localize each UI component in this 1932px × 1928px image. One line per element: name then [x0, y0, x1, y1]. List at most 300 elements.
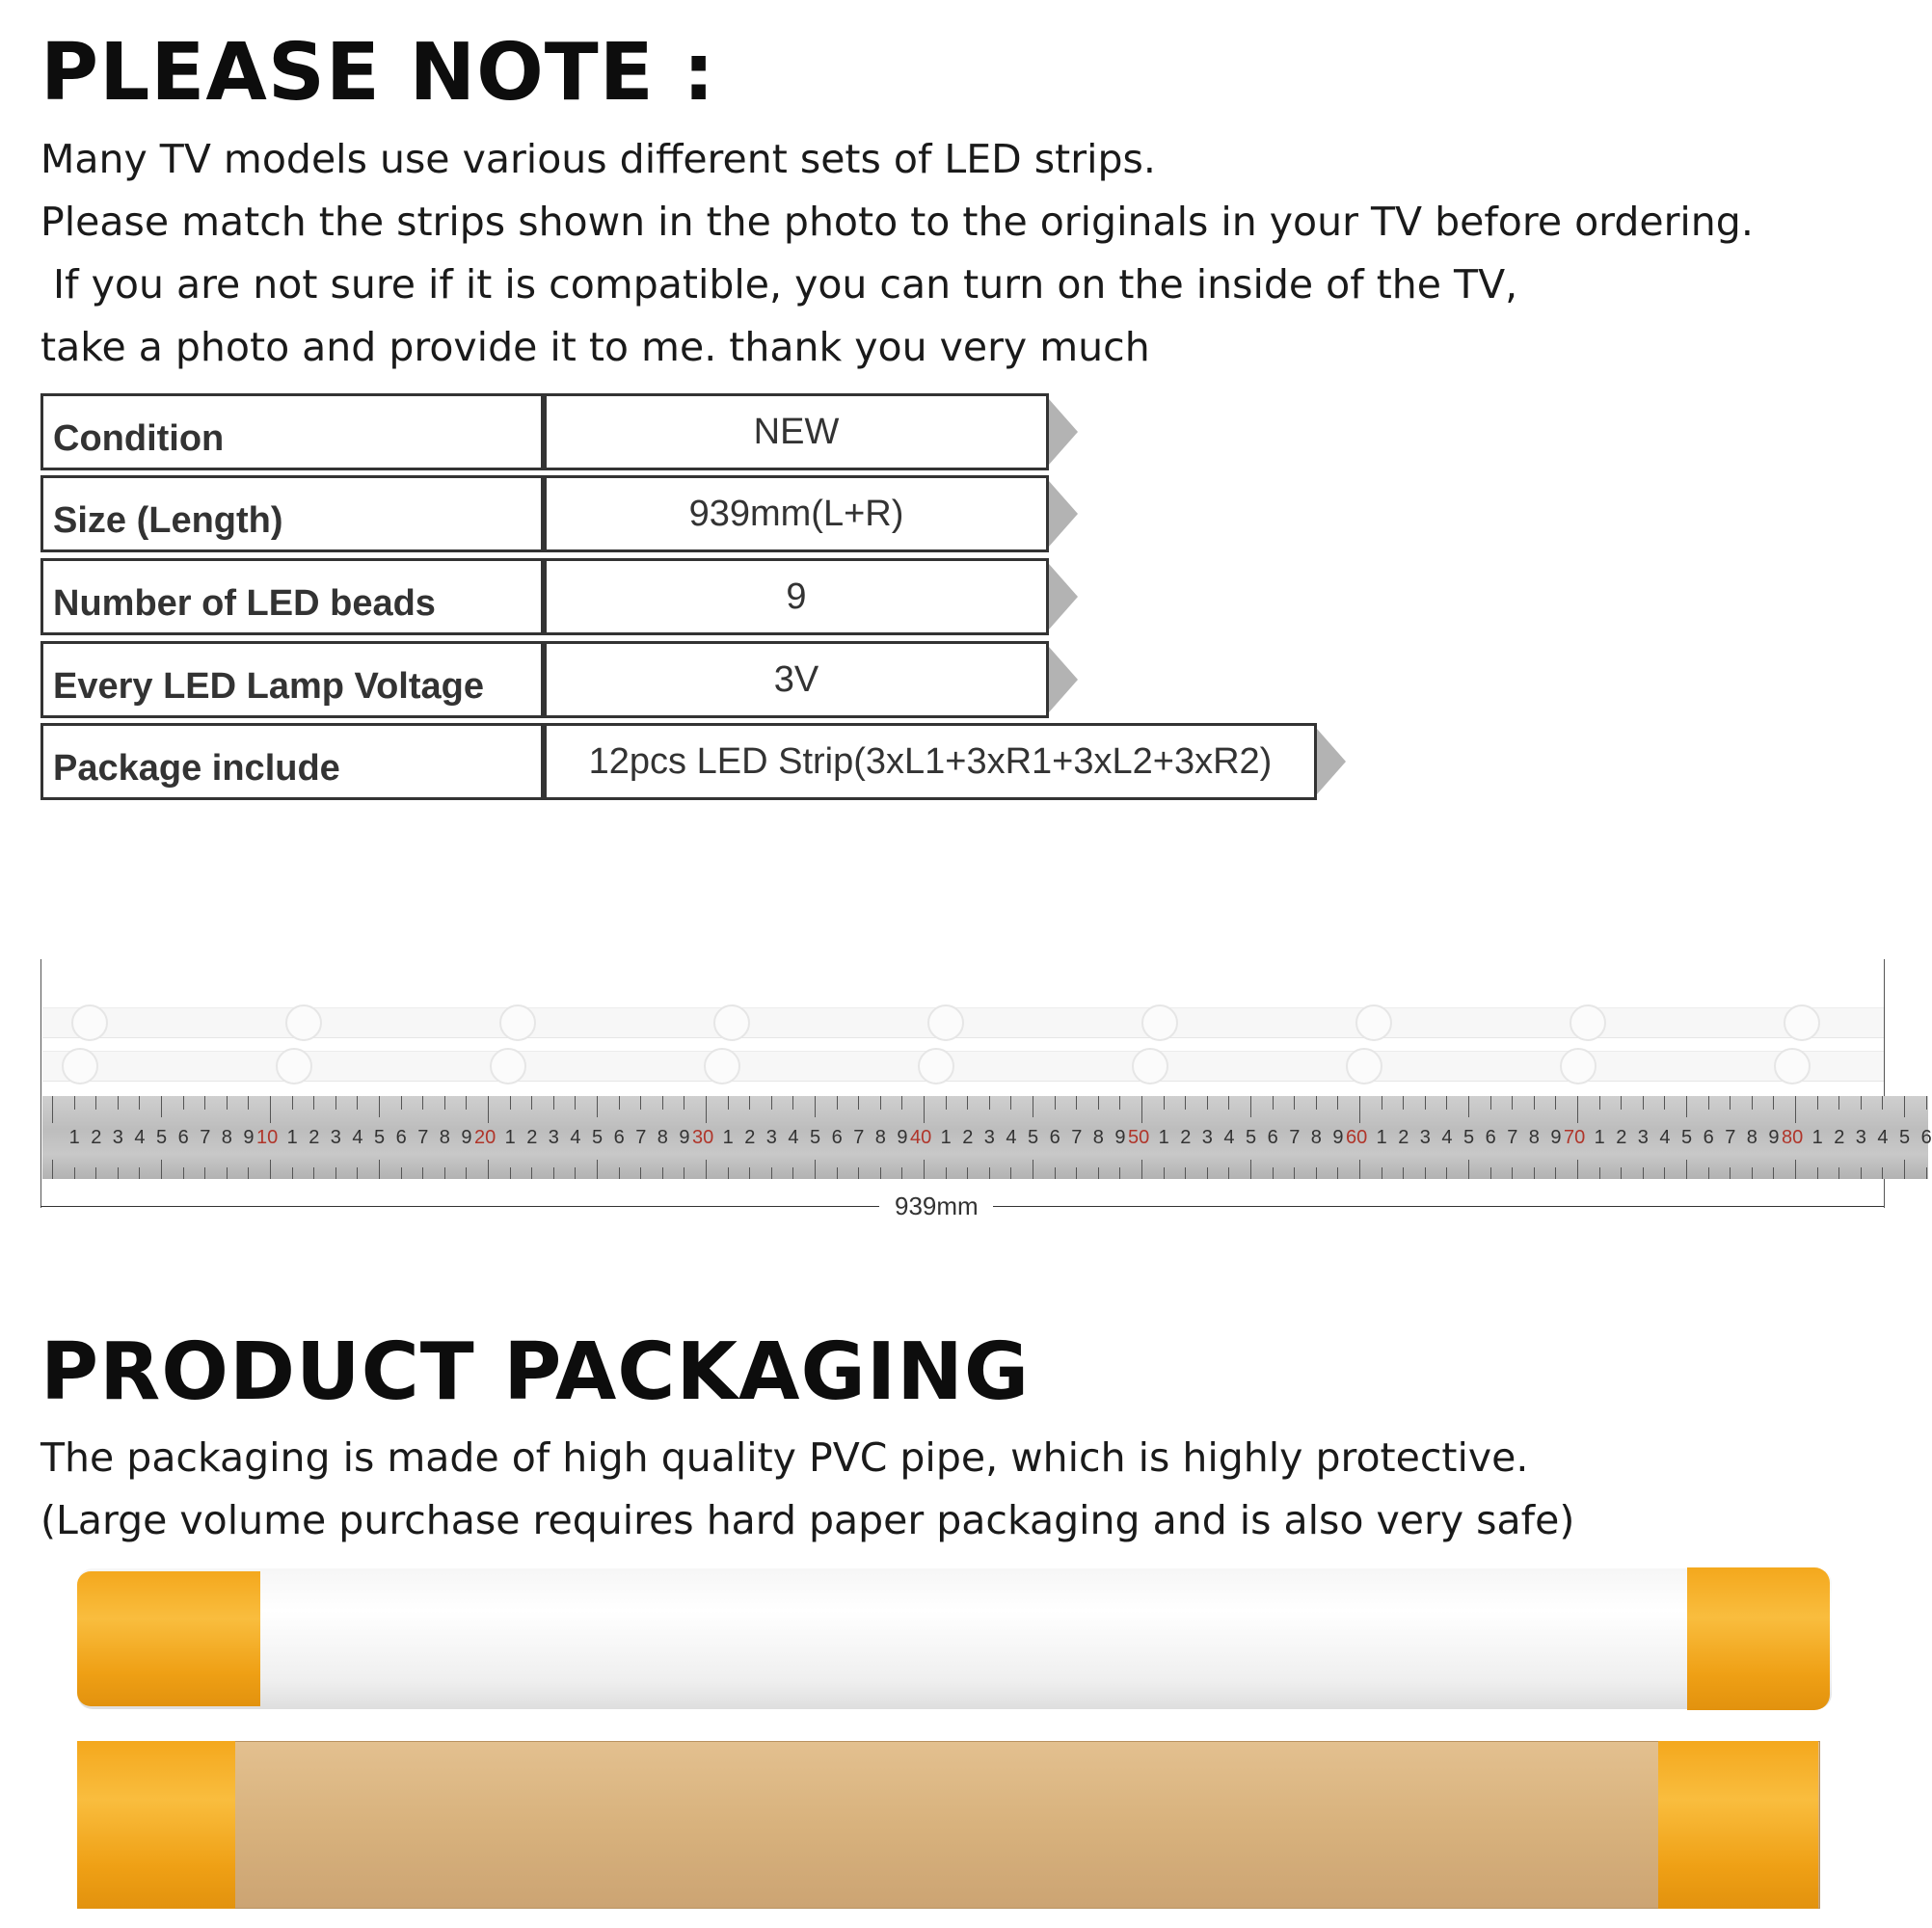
- ruler-number: 8: [657, 1127, 668, 1148]
- ruler-tick: [1926, 1167, 1927, 1179]
- ruler-number: 1: [1158, 1127, 1169, 1148]
- ruler-number: 1: [504, 1127, 516, 1148]
- ruler-tick: [248, 1167, 249, 1179]
- ruler-number: 4: [1006, 1127, 1017, 1148]
- ruler-tick: [749, 1096, 750, 1110]
- ruler-tick: [1861, 1167, 1862, 1179]
- ruler-tick: [1403, 1096, 1404, 1110]
- ruler-number: 6: [1703, 1127, 1714, 1148]
- ruler-tick: [1207, 1096, 1208, 1110]
- ruler-tick: [488, 1096, 489, 1123]
- note-title: PLEASE NOTE :: [40, 27, 716, 119]
- ruler-tick: [531, 1167, 532, 1179]
- ruler-tick: [1228, 1167, 1229, 1179]
- ruler-tick: [924, 1160, 925, 1179]
- ruler-tick: [1838, 1167, 1839, 1179]
- ruler-number: 8: [874, 1127, 886, 1148]
- ruler-tick: [444, 1096, 445, 1110]
- spec-value-cell: [544, 641, 1049, 718]
- measuring-ruler: [42, 1096, 1932, 1179]
- ruler-tick: [1795, 1096, 1796, 1123]
- ruler-tick: [1141, 1160, 1142, 1179]
- ruler-number: 6: [1920, 1127, 1932, 1148]
- ruler-tick: [1882, 1096, 1883, 1110]
- ruler-tick: [771, 1096, 772, 1110]
- ruler-number: 10: [256, 1127, 279, 1148]
- ruler-number: 5: [810, 1127, 821, 1148]
- ruler-number: 9: [1550, 1127, 1562, 1148]
- ruler-number: 1: [940, 1127, 952, 1148]
- ruler-number: 4: [570, 1127, 581, 1148]
- ruler-tick: [946, 1167, 947, 1179]
- ruler-tick: [640, 1167, 641, 1179]
- led-strip: [42, 1007, 1884, 1038]
- ruler-tick: [1098, 1096, 1099, 1110]
- note-line: Please match the strips shown in the photo to the originals in your TV before ordering.: [40, 199, 1754, 245]
- ruler-tick: [270, 1096, 271, 1123]
- ruler-number: 4: [1877, 1127, 1889, 1148]
- ruler-number: 7: [1507, 1127, 1518, 1148]
- ruler-tick: [510, 1096, 511, 1110]
- ruler-number: 5: [1681, 1127, 1693, 1148]
- ruler-number: 3: [548, 1127, 559, 1148]
- ruler-tick: [728, 1167, 729, 1179]
- ruler-tick: [1098, 1167, 1099, 1179]
- spec-value: 3V: [773, 659, 819, 700]
- note-line: If you are not sure if it is compatible, you can turn on the inside of the TV,: [40, 261, 1518, 308]
- tape-left: [77, 1741, 235, 1909]
- led-bead: [1774, 1048, 1811, 1084]
- led-bead: [1355, 1004, 1392, 1041]
- ruler-number: 6: [177, 1127, 189, 1148]
- ruler-tick: [1055, 1167, 1056, 1179]
- ruler-tick: [837, 1096, 838, 1110]
- ruler-tick: [510, 1167, 511, 1179]
- arrow-right-icon: [1049, 399, 1078, 465]
- ruler-tick: [880, 1096, 881, 1110]
- ruler-number: 3: [112, 1127, 123, 1148]
- ruler-tick: [357, 1167, 358, 1179]
- ruler-number: 2: [91, 1127, 102, 1148]
- spec-value: 12pcs LED Strip(3xL1+3xR1+3xL2+3xR2): [588, 741, 1273, 782]
- length-label: 939mm: [889, 1192, 984, 1221]
- ruler-tick: [118, 1167, 119, 1179]
- ruler-number: 3: [1637, 1127, 1649, 1148]
- ruler-number: 3: [1201, 1127, 1213, 1148]
- ruler-number: 1: [1811, 1127, 1823, 1148]
- ruler-number: 7: [1289, 1127, 1301, 1148]
- dimension-line: [993, 1206, 1884, 1207]
- ruler-tick: [52, 1160, 53, 1179]
- ruler-tick: [640, 1096, 641, 1110]
- spec-label-cell: [40, 393, 544, 470]
- spec-value: 9: [786, 576, 807, 617]
- ruler-number: 8: [1746, 1127, 1758, 1148]
- ruler-number: 3: [330, 1127, 341, 1148]
- ruler-tick: [1555, 1167, 1556, 1179]
- ruler-tick: [1534, 1096, 1535, 1110]
- ruler-tick: [292, 1167, 293, 1179]
- ruler-tick: [270, 1160, 271, 1179]
- led-bead: [71, 1004, 108, 1041]
- ruler-tick: [139, 1167, 140, 1179]
- ruler-tick: [1773, 1167, 1774, 1179]
- ruler-number: 9: [461, 1127, 472, 1148]
- ruler-tick: [1730, 1167, 1731, 1179]
- led-bead: [713, 1004, 750, 1041]
- ruler-tick: [1228, 1096, 1229, 1110]
- ruler-tick: [1468, 1096, 1469, 1117]
- ruler-tick: [815, 1096, 816, 1117]
- ruler-tick: [553, 1167, 554, 1179]
- ruler-tick: [575, 1167, 576, 1179]
- ruler-tick: [1468, 1160, 1469, 1179]
- ruler-number: 6: [1049, 1127, 1060, 1148]
- ruler-tick: [597, 1160, 598, 1179]
- ruler-tick: [1664, 1167, 1665, 1179]
- ruler-number: 7: [635, 1127, 647, 1148]
- ruler-number: 2: [309, 1127, 320, 1148]
- ruler-number: 2: [744, 1127, 756, 1148]
- ruler-tick: [1708, 1096, 1709, 1110]
- ruler-tick: [1119, 1096, 1120, 1110]
- ruler-tick: [946, 1096, 947, 1110]
- ruler-tick: [706, 1160, 707, 1179]
- ruler-number: 1: [1594, 1127, 1605, 1148]
- ruler-tick: [248, 1096, 249, 1110]
- ruler-tick: [1446, 1096, 1447, 1110]
- ruler-tick: [1817, 1096, 1818, 1110]
- ruler-tick: [227, 1167, 228, 1179]
- ruler-tick: [1838, 1096, 1839, 1110]
- ruler-tick: [204, 1167, 205, 1179]
- ruler-tick: [313, 1096, 314, 1110]
- ruler-number: 2: [526, 1127, 538, 1148]
- ruler-number: 2: [1834, 1127, 1845, 1148]
- spec-label-cell: [40, 558, 544, 635]
- spec-value-cell: [544, 393, 1049, 470]
- ruler-tick: [1861, 1096, 1862, 1110]
- led-bead: [285, 1004, 322, 1041]
- spec-value-cell: [544, 475, 1049, 552]
- spec-value-cell: [544, 558, 1049, 635]
- ruler-tick: [1316, 1167, 1317, 1179]
- ruler-tick: [1164, 1096, 1165, 1110]
- ruler-tick: [553, 1096, 554, 1110]
- ruler-tick: [1534, 1167, 1535, 1179]
- ruler-tick: [1752, 1167, 1753, 1179]
- spec-label: Every LED Lamp Voltage: [53, 666, 484, 707]
- ruler-number: 5: [1463, 1127, 1475, 1148]
- arrow-right-icon: [1317, 729, 1346, 794]
- led-bead: [1141, 1004, 1178, 1041]
- ruler-tick: [466, 1096, 467, 1110]
- ruler-tick: [967, 1096, 968, 1110]
- ruler-tick: [1185, 1167, 1186, 1179]
- ruler-tick: [95, 1167, 96, 1179]
- led-bead: [1560, 1048, 1597, 1084]
- ruler-number: 70: [1564, 1127, 1586, 1148]
- ruler-tick: [815, 1160, 816, 1179]
- led-strip: [42, 1051, 1884, 1082]
- ruler-tick: [1359, 1096, 1360, 1123]
- arrow-right-icon: [1049, 564, 1078, 629]
- ruler-number: 9: [1114, 1127, 1126, 1148]
- ruler-number: 9: [1768, 1127, 1780, 1148]
- ruler-number: 7: [1071, 1127, 1083, 1148]
- ruler-tick: [1817, 1167, 1818, 1179]
- ruler-number: 60: [1346, 1127, 1368, 1148]
- ruler-number: 9: [243, 1127, 255, 1148]
- ruler-tick: [379, 1096, 380, 1117]
- ruler-tick: [422, 1096, 423, 1110]
- ruler-tick: [1512, 1096, 1513, 1110]
- ruler-tick: [1643, 1096, 1644, 1110]
- ruler-tick: [1010, 1096, 1011, 1110]
- ruler-tick: [1185, 1096, 1186, 1110]
- ruler-number: 1: [1376, 1127, 1387, 1148]
- ruler-tick: [1752, 1096, 1753, 1110]
- led-bead: [1132, 1048, 1168, 1084]
- led-bead: [499, 1004, 536, 1041]
- ruler-number: 2: [1398, 1127, 1409, 1148]
- ruler-tick: [1337, 1167, 1338, 1179]
- pvc-pipe: [77, 1568, 1832, 1709]
- ruler-tick: [901, 1096, 902, 1110]
- spec-label: Package include: [53, 748, 340, 789]
- ruler-number: 8: [221, 1127, 232, 1148]
- ruler-tick: [139, 1096, 140, 1110]
- ruler-tick: [837, 1167, 838, 1179]
- ruler-tick: [1490, 1167, 1491, 1179]
- ruler-number: 8: [439, 1127, 450, 1148]
- arrow-right-icon: [1049, 647, 1078, 712]
- ruler-number: 9: [679, 1127, 690, 1148]
- ruler-tick: [1316, 1096, 1317, 1110]
- ruler-tick: [95, 1096, 96, 1110]
- ruler-tick: [335, 1167, 336, 1179]
- ruler-tick: [1273, 1167, 1274, 1179]
- ruler-tick: [204, 1096, 205, 1110]
- ruler-tick: [989, 1096, 990, 1110]
- note-line: Many TV models use various different sets of LED strips.: [40, 136, 1156, 182]
- ruler-tick: [1664, 1096, 1665, 1110]
- ruler-tick: [335, 1096, 336, 1110]
- ruler-number: 30: [692, 1127, 714, 1148]
- ruler-tick: [74, 1096, 75, 1110]
- ruler-number: 8: [1310, 1127, 1322, 1148]
- spec-label: Size (Length): [53, 500, 283, 541]
- ruler-number: 9: [1332, 1127, 1344, 1148]
- ruler-tick: [728, 1096, 729, 1110]
- ruler-number: 8: [1092, 1127, 1104, 1148]
- dimension-line: [40, 1206, 879, 1207]
- ruler-tick: [575, 1096, 576, 1110]
- ruler-tick: [1207, 1167, 1208, 1179]
- ruler-number: 6: [395, 1127, 407, 1148]
- cardboard-box: [77, 1741, 1820, 1909]
- ruler-tick: [313, 1167, 314, 1179]
- ruler-tick: [1904, 1160, 1905, 1179]
- ruler-tick: [792, 1096, 793, 1110]
- ruler-tick: [1599, 1167, 1600, 1179]
- ruler-number: 7: [1725, 1127, 1736, 1148]
- spec-value-cell: [544, 723, 1317, 800]
- ruler-number: 5: [592, 1127, 604, 1148]
- ruler-tick: [161, 1160, 162, 1179]
- spec-value: NEW: [753, 412, 840, 452]
- ruler-tick: [401, 1167, 402, 1179]
- ruler-number: 4: [1223, 1127, 1235, 1148]
- ruler-number: 5: [1899, 1127, 1911, 1148]
- ruler-tick: [619, 1096, 620, 1110]
- ruler-tick: [880, 1167, 881, 1179]
- ruler-number: 2: [1616, 1127, 1627, 1148]
- ruler-tick: [1359, 1160, 1360, 1179]
- spec-label: Condition: [53, 418, 225, 459]
- ruler-number: 4: [1441, 1127, 1453, 1148]
- ruler-tick: [1686, 1096, 1687, 1117]
- ruler-tick: [1926, 1096, 1927, 1110]
- ruler-tick: [292, 1096, 293, 1110]
- ruler-tick: [1577, 1160, 1578, 1179]
- ruler-tick: [1337, 1096, 1338, 1110]
- ruler-tick: [531, 1096, 532, 1110]
- ruler-number: 4: [352, 1127, 363, 1148]
- ruler-tick: [488, 1160, 489, 1179]
- ruler-tick: [1577, 1096, 1578, 1123]
- ruler-tick: [1904, 1096, 1905, 1117]
- dimension-bracket-left: [40, 959, 41, 1208]
- ruler-tick: [706, 1096, 707, 1123]
- ruler-tick: [989, 1167, 990, 1179]
- ruler-number: 5: [374, 1127, 386, 1148]
- ruler-number: 4: [134, 1127, 146, 1148]
- ruler-tick: [1010, 1167, 1011, 1179]
- arrow-right-icon: [1049, 481, 1078, 547]
- ruler-number: 2: [962, 1127, 974, 1148]
- led-bead: [490, 1048, 526, 1084]
- ruler-tick: [1599, 1096, 1600, 1110]
- ruler-tick: [1773, 1096, 1774, 1110]
- ruler-tick: [619, 1167, 620, 1179]
- ruler-number: 6: [1267, 1127, 1278, 1148]
- led-bead: [1346, 1048, 1382, 1084]
- led-bead: [704, 1048, 740, 1084]
- note-paragraph: [40, 128, 1754, 379]
- ruler-number: 7: [200, 1127, 211, 1148]
- ruler-number: 5: [156, 1127, 168, 1148]
- ruler-tick: [1294, 1096, 1295, 1110]
- ruler-tick: [771, 1167, 772, 1179]
- tape-left: [77, 1571, 260, 1706]
- packaging-paragraph: [40, 1427, 1574, 1552]
- ruler-tick: [924, 1096, 925, 1123]
- led-bead: [62, 1048, 98, 1084]
- ruler-tick: [183, 1096, 184, 1110]
- ruler-number: 50: [1128, 1127, 1150, 1148]
- spec-label: Number of LED beads: [53, 583, 436, 624]
- ruler-tick: [1076, 1096, 1077, 1110]
- ruler-tick: [597, 1096, 598, 1117]
- ruler-tick: [52, 1096, 53, 1123]
- ruler-tick: [401, 1096, 402, 1110]
- ruler-tick: [466, 1167, 467, 1179]
- ruler-number: 20: [474, 1127, 496, 1148]
- ruler-tick: [227, 1096, 228, 1110]
- spec-label-cell: [40, 641, 544, 718]
- packaging-title: PRODUCT PACKAGING: [40, 1326, 1031, 1418]
- ruler-tick: [1403, 1167, 1404, 1179]
- ruler-tick: [662, 1096, 663, 1110]
- ruler-number: 2: [1180, 1127, 1192, 1148]
- ruler-tick: [74, 1167, 75, 1179]
- ruler-tick: [1250, 1160, 1251, 1179]
- ruler-tick: [1076, 1167, 1077, 1179]
- ruler-tick: [1490, 1096, 1491, 1110]
- led-bead: [1570, 1004, 1606, 1041]
- ruler-tick: [858, 1167, 859, 1179]
- ruler-number: 3: [983, 1127, 995, 1148]
- ruler-tick: [379, 1160, 380, 1179]
- packaging-line: (Large volume purchase requires hard paper packaging and is also very safe): [40, 1497, 1575, 1543]
- ruler-tick: [444, 1167, 445, 1179]
- packaging-line: The packaging is made of high quality PVC pipe, which is highly protective.: [40, 1434, 1529, 1481]
- ruler-tick: [1708, 1167, 1709, 1179]
- ruler-tick: [357, 1096, 358, 1110]
- ruler-number: 6: [613, 1127, 625, 1148]
- ruler-number: 6: [831, 1127, 843, 1148]
- ruler-number: 7: [417, 1127, 429, 1148]
- ruler-tick: [1250, 1096, 1251, 1117]
- ruler-number: 3: [1855, 1127, 1866, 1148]
- ruler-tick: [1425, 1167, 1426, 1179]
- ruler-tick: [1621, 1167, 1622, 1179]
- ruler-tick: [118, 1096, 119, 1110]
- ruler-number: 3: [765, 1127, 777, 1148]
- ruler-tick: [161, 1096, 162, 1117]
- ruler-tick: [1882, 1167, 1883, 1179]
- ruler-tick: [1621, 1096, 1622, 1110]
- led-bead: [927, 1004, 964, 1041]
- ruler-tick: [1425, 1096, 1426, 1110]
- ruler-tick: [1512, 1167, 1513, 1179]
- ruler-number: 4: [1659, 1127, 1671, 1148]
- led-bead: [918, 1048, 954, 1084]
- ruler-number: 40: [910, 1127, 932, 1148]
- ruler-tick: [1643, 1167, 1644, 1179]
- ruler-number: 1: [722, 1127, 734, 1148]
- ruler-tick: [1795, 1160, 1796, 1179]
- ruler-number: 1: [68, 1127, 80, 1148]
- ruler-tick: [1294, 1167, 1295, 1179]
- ruler-tick: [1119, 1167, 1120, 1179]
- ruler-number: 80: [1782, 1127, 1804, 1148]
- led-bead: [1784, 1004, 1820, 1041]
- ruler-tick: [1141, 1096, 1142, 1123]
- ruler-number: 8: [1528, 1127, 1540, 1148]
- ruler-number: 4: [788, 1127, 799, 1148]
- ruler-number: 1: [286, 1127, 298, 1148]
- ruler-number: 6: [1485, 1127, 1496, 1148]
- ruler-tick: [792, 1167, 793, 1179]
- led-bead: [276, 1048, 312, 1084]
- ruler-tick: [858, 1096, 859, 1110]
- ruler-tick: [1164, 1167, 1165, 1179]
- ruler-tick: [422, 1167, 423, 1179]
- ruler-tick: [183, 1167, 184, 1179]
- ruler-number: 3: [1419, 1127, 1431, 1148]
